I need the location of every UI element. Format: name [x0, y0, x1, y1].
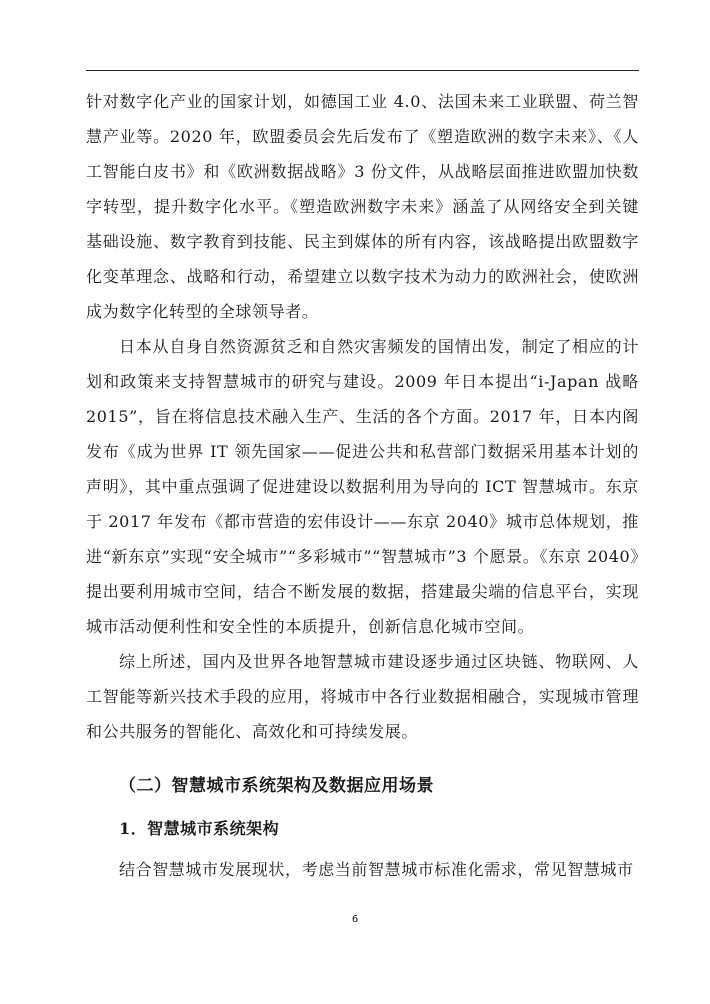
sub-heading: 1．智慧城市系统架构 — [119, 819, 280, 838]
body-paragraph-japan: 日本从自身自然资源贫乏和自然灾害频发的国情出发，制定了相应的计划和政策来支持智慧城市的研究与建设。2009 年日本提出“i-Japan 战略 2015”，旨在将信息技术融入生产、生活的各个方面。2017 年，日本内阁发布《成为世界 IT 领先国家——促进公共和私营部门数据采用基本计划的声明》，其中重点强调了促进建设以数据利用为导向的 ICT 智慧城市。东京于 2017 年发布《都市营造的宏伟设计——东京 2040》城市总体规划，推进“新东京”实现“安全城市”“多彩城市”“智慧城市”3 个愿景。《东京 2040》提出要利用城市空间，结合不断发展的数据，搭建最尖端的信息平台，实现城市活动便利性和安全性的本质提升，创新信息化城市空间。 — [86, 337, 639, 636]
body-paragraph-architecture: 结合智慧城市发展现状，考虑当前智慧城市标准化需求，常见智慧城市 — [119, 860, 634, 879]
header-rule — [86, 70, 639, 71]
page-body — [86, 84, 639, 887]
section-heading: （二）智慧城市系统架构及数据应用场景 — [119, 776, 434, 796]
body-paragraph-summary: 综上所述，国内及世界各地智慧城市建设逐步通过区块链、物联网、人工智能等新兴技术手段的应用，将城市中各行业数据相融合，实现城市管理和公共服务的智能化、高效化和可持续发展。 — [86, 652, 639, 741]
body-paragraph-eu-strategy: 针对数字化产业的国家计划，如德国工业 4.0、法国未来工业联盟、荷兰智慧产业等。2020 年，欧盟委员会先后发布了《塑造欧洲的数字未来》、《人工智能白皮书》和《欧洲数据战略》3 份文件，从战略层面推进欧盟加快数字转型，提升数字化水平。《塑造欧洲数字未来》涵盖了从网络安全到关键基础设施、数字教育到技能、民主到媒体的所有内容，该战略提出欧盟数字化变革理念、战略和行动，希望建立以数字技术为动力的欧洲社会，使欧洲成为数字化转型的全球领导者。 — [86, 92, 639, 321]
page-number: 6 — [351, 914, 359, 925]
